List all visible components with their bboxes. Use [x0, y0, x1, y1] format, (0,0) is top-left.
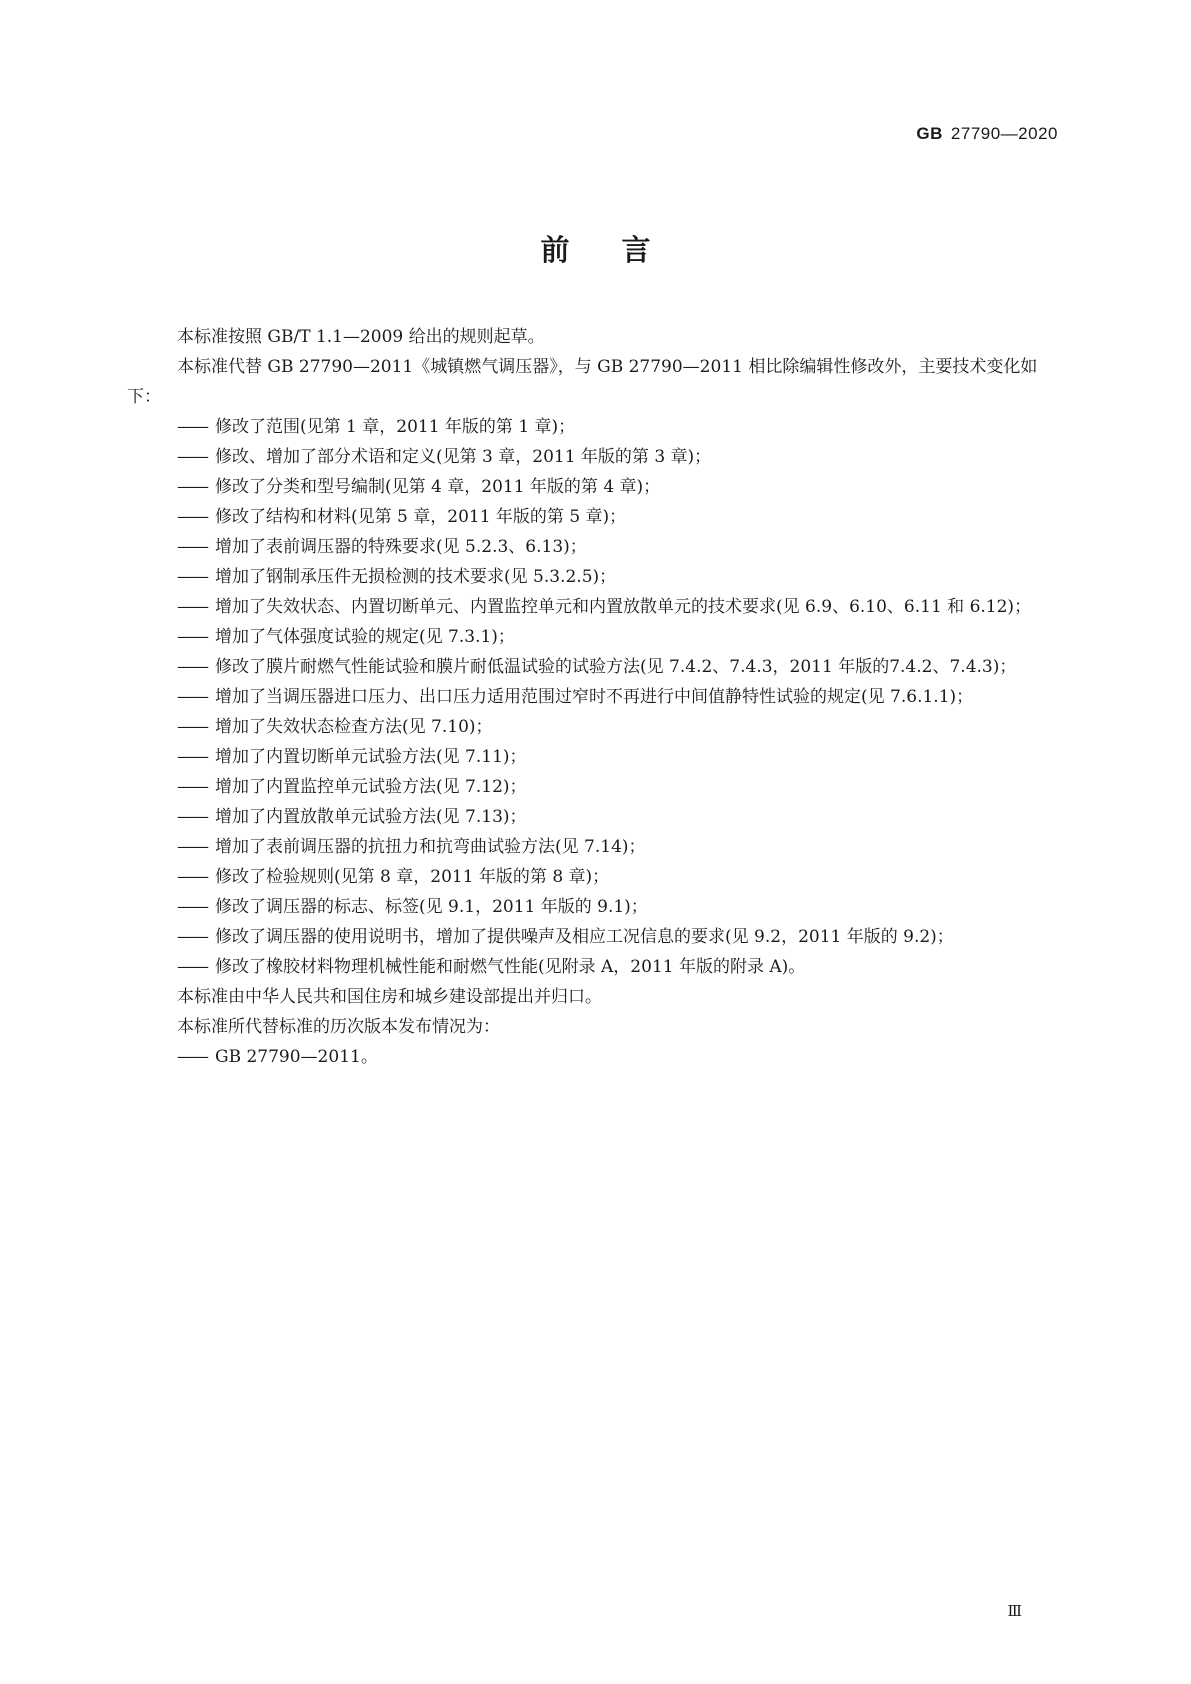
- list-item-text: 修改了调压器的标志、标签(见 9.1，2011 年版的 9.1)；: [215, 897, 648, 917]
- list-dash: ——: [177, 537, 207, 557]
- list-dash: ——: [177, 1047, 207, 1067]
- change-list: [127, 412, 1064, 982]
- list-item-text: 增加了内置放散单元试验方法(见 7.13)；: [215, 807, 527, 827]
- list-dash: ——: [177, 777, 207, 797]
- list-dash: ——: [177, 897, 207, 917]
- list-item: [127, 802, 1064, 832]
- list-item: [127, 742, 1064, 772]
- list-item-text: 修改、增加了部分术语和定义(见第 3 章，2011 年版的第 3 章)；: [215, 447, 712, 467]
- list-item-text: 增加了钢制承压件无损检测的技术要求(见 5.3.2.5)；: [215, 567, 617, 587]
- list-item: [127, 592, 1064, 622]
- list-item-text: 增加了表前调压器的抗扭力和抗弯曲试验方法(见 7.14)；: [215, 837, 646, 857]
- list-dash: ——: [177, 867, 207, 887]
- paragraph-drafting-rules: 本标准按照 GB/T 1.1—2009 给出的规则起草。: [177, 327, 545, 347]
- document-body: [127, 322, 1064, 1072]
- list-item: [127, 952, 1064, 982]
- list-item-text: 修改了结构和材料(见第 5 章，2011 年版的第 5 章)；: [215, 507, 627, 527]
- list-dash: ——: [177, 627, 207, 647]
- list-dash: ——: [177, 477, 207, 497]
- list-dash: ——: [177, 597, 207, 617]
- list-item: [127, 652, 1064, 682]
- paragraph-replacement: 本标准代替 GB 27790—2011《城镇燃气调压器》，与 GB 27790—2011 相比除编辑性修改外，主要技术变化如下：: [127, 357, 1038, 407]
- list-dash: ——: [177, 927, 207, 947]
- list-item: [127, 712, 1064, 742]
- list-item-text: 增加了内置切断单元试验方法(见 7.11)；: [215, 747, 527, 767]
- standard-code-prefix: GB: [916, 124, 943, 143]
- standard-code-number: 27790—2020: [950, 124, 1058, 143]
- list-item-text: 修改了调压器的使用说明书，增加了提供噪声及相应工况信息的要求(见 9.2，2011 年版的 9.2)；: [215, 927, 954, 947]
- page-title: 前言: [540, 233, 703, 267]
- list-item-text: 修改了范围(见第 1 章，2011 年版的第 1 章)；: [215, 417, 576, 437]
- paragraph-history: 本标准所代替标准的历次版本发布情况为：: [177, 1017, 500, 1037]
- list-item: [127, 412, 1064, 442]
- list-item: [127, 1042, 1064, 1072]
- list-item-text: 修改了检验规则(见第 8 章，2011 年版的第 8 章)；: [215, 867, 610, 887]
- list-dash: ——: [177, 807, 207, 827]
- list-item: [127, 532, 1064, 562]
- list-item: [127, 832, 1064, 862]
- list-item: [127, 892, 1064, 922]
- list-dash: ——: [177, 417, 207, 437]
- list-item-text: 修改了橡胶材料物理机械性能和耐燃气性能(见附录 A，2011 年版的附录 A)。: [215, 957, 806, 977]
- list-item-text: 增加了气体强度试验的规定(见 7.3.1)；: [215, 627, 515, 647]
- list-item-text: 修改了膜片耐燃气性能试验和膜片耐低温试验的试验方法(见 7.4.2、7.4.3，2011 年版的7.4.2、7.4.3)；: [215, 657, 1017, 677]
- list-dash: ——: [177, 447, 207, 467]
- list-item: [127, 472, 1064, 502]
- list-dash: ——: [177, 837, 207, 857]
- list-item: [127, 502, 1064, 532]
- standard-code: [916, 124, 1058, 144]
- list-item-text: 修改了分类和型号编制(见第 4 章，2011 年版的第 4 章)；: [215, 477, 661, 497]
- list-item-text: 增加了失效状态、内置切断单元、内置监控单元和内置放散单元的技术要求(见 6.9、6.10、6.11 和 6.12)；: [215, 597, 1032, 617]
- list-item: [127, 442, 1064, 472]
- list-item: [127, 862, 1064, 892]
- paragraph-proposer: 本标准由中华人民共和国住房和城乡建设部提出并归口。: [177, 987, 602, 1007]
- list-item: [127, 562, 1064, 592]
- list-dash: ——: [177, 957, 207, 977]
- history-list: [127, 1042, 1064, 1072]
- list-dash: ——: [177, 747, 207, 767]
- list-dash: ——: [177, 717, 207, 737]
- list-item-text: 增加了表前调压器的特殊要求(见 5.2.3、6.13)；: [215, 537, 587, 557]
- list-item-text: 增加了失效状态检查方法(见 7.10)；: [215, 717, 493, 737]
- list-item: [127, 772, 1064, 802]
- list-item-text: GB 27790—2011。: [215, 1047, 378, 1067]
- page-number: Ⅲ: [1007, 1602, 1021, 1620]
- list-dash: ——: [177, 567, 207, 587]
- list-item-text: 增加了当调压器进口压力、出口压力适用范围过窄时不再进行中间值静特性试验的规定(见 7.6.1.1)；: [215, 687, 974, 707]
- list-dash: ——: [177, 657, 207, 677]
- list-item-text: 增加了内置监控单元试验方法(见 7.12)；: [215, 777, 527, 797]
- list-item: [127, 922, 1064, 952]
- list-dash: ——: [177, 687, 207, 707]
- list-item: [127, 622, 1064, 652]
- list-dash: ——: [177, 507, 207, 527]
- list-item: [127, 682, 1064, 712]
